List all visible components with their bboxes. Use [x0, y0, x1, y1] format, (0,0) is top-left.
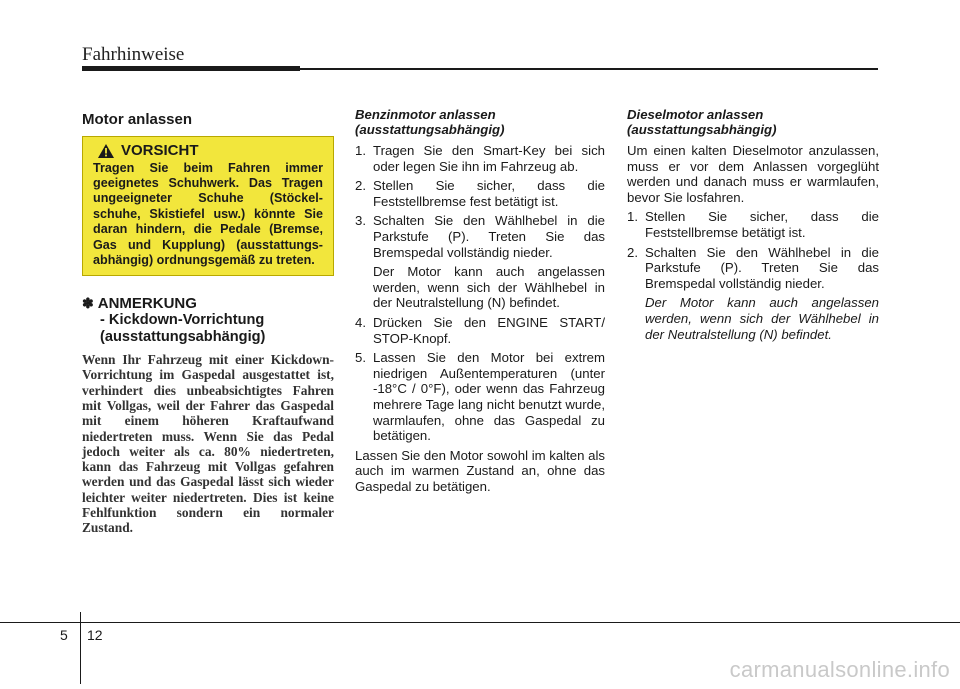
column-middle	[355, 108, 605, 498]
footer-divider	[80, 612, 81, 684]
page-number: 12	[87, 627, 103, 643]
list-item: 2. Stellen Sie sicher, dass die Feststellbremse fest betätigt ist.	[355, 178, 605, 209]
diesel-start-heading: Dieselmotor anlassen (ausstattungsabhängig)	[627, 107, 777, 137]
warning-triangle-icon	[97, 143, 115, 159]
note-header	[82, 296, 334, 312]
note-title: ANMERKUNG	[97, 295, 197, 313]
list-item: 2. Schalten Sie den Wählhebel in die Parkstufe (P). Treten Sie das Bremspedal vollständig nieder.	[627, 244, 879, 291]
chapter-number: 5	[60, 627, 68, 643]
caution-text: Tragen Sie beim Fahren immer geeignetes Schuhwerk. Das Tragen ungeeigneter Schuhe (Stöckel-schuhe, Skistiefel usw.) könnte Sie daran hindern, die Pedale (Bremse, Gas und Kupplung) (ausstattungs-abhängig) ordnungsgemäß zu treten.	[93, 160, 323, 268]
petrol-steps-list-2	[355, 315, 605, 444]
footer-rule	[0, 622, 960, 623]
column-left	[82, 108, 334, 536]
petrol-closing-text: Lassen Sie den Motor sowohl im kalten als auch im warmen Zustand an, ohne das Gaspedal zu betätigen.	[355, 447, 605, 494]
caution-title: VORSICHT	[121, 141, 199, 159]
diesel-note: Der Motor kann auch angelassen werden, wenn sich der Wählhebel in der Neutralstellung (N) befindet.	[645, 295, 879, 342]
caution-box	[82, 136, 334, 277]
list-item: 5. Lassen Sie den Motor bei extrem niedrigen Außentemperaturen (unter -18°C / 0°F), oder wenn das Fahrzeug mehrere Tage lang nicht benutzt wurde, warmlaufen, ohne das Gaspedal zu betätigen.	[355, 350, 605, 444]
list-item: 4. Drücken Sie den ENGINE START/ STOP-Knopf.	[355, 314, 605, 346]
list-item: 3. Schalten Sie den Wählhebel in die Parkstufe (P). Treten Sie das Bremspedal vollständig nieder.	[355, 213, 605, 260]
list-item: 1. Stellen Sie sicher, dass die Feststellbremse betätigt ist.	[627, 209, 879, 240]
petrol-steps-list	[355, 143, 605, 260]
list-item: 1. Tragen Sie den Smart-Key bei sich oder legen Sie ihn im Fahrzeug ab.	[355, 143, 605, 174]
petrol-start-heading: Benzinmotor anlassen (ausstattungsabhängig)	[355, 107, 505, 137]
step3-extra-note: Der Motor kann auch angelassen werden, wenn sich der Wählhebel in der Neutralstellung (N) befindet.	[373, 264, 605, 311]
note-subtitle: - Kickdown-Vorrichtung (ausstattungsabhängig)	[100, 312, 266, 346]
note-star-icon: ✽	[82, 295, 94, 312]
column-right	[627, 108, 879, 346]
diesel-intro: Um einen kalten Dieselmotor anzulassen, muss er vor dem Anlassen vorgeglüht werden und danach muss er warmlaufen, bevor Sie losfahren.	[627, 143, 879, 205]
section-heading: Motor anlassen	[82, 111, 193, 128]
diesel-steps-list	[627, 209, 879, 291]
header-rule-thin	[300, 68, 878, 70]
watermark: carmanualsonline.info	[729, 657, 950, 682]
caution-header	[97, 143, 323, 159]
note-body: Wenn Ihr Fahrzeug mit einer Kickdown-Vorrichtung im Gaspedal ausgestattet ist, verhindert dies unbeabsichtigtes Fahren mit Vollgas, weil der Fahrer das Gaspedal mit einem höheren Kraftaufwand niedertreten muss. Wenn Sie das Pedal jedoch weiter als ca. 80% niedertreten, kann das Fahrzeug mit Vollgas gefahren werden und das Gaspedal lässt sich wieder leichter weiter niedertreten. Dies ist keine Fehlfunktion sondern ein normaler Zustand.	[82, 352, 334, 536]
header-rule-thick	[82, 66, 300, 71]
page-header-title: Fahrhinweise	[82, 44, 185, 65]
